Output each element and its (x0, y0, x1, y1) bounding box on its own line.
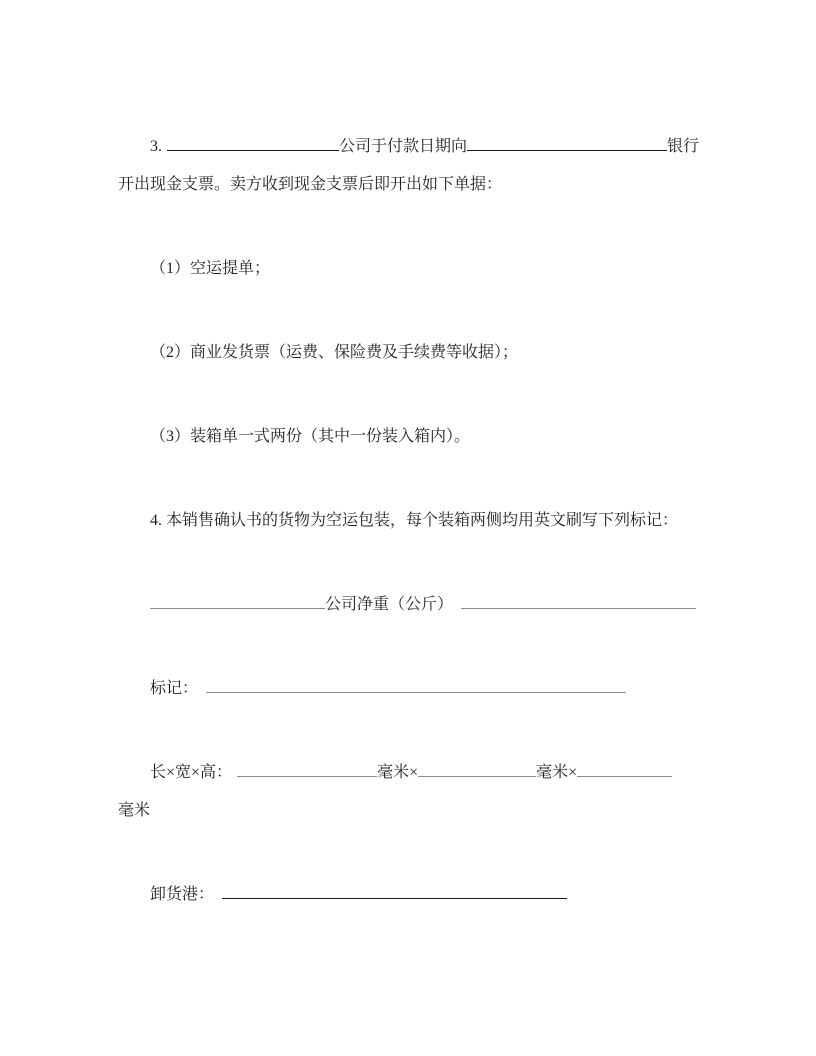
net-weight-line (118, 586, 698, 624)
clause-4-paragraph (118, 502, 698, 540)
mm-times-2: 毫米× (536, 764, 578, 781)
blank-height-value (577, 763, 672, 777)
port-label: 卸货港： (150, 886, 215, 903)
blank-bank-name (467, 137, 667, 151)
mm-times-1: 毫米× (377, 764, 419, 781)
list-item-2 (118, 334, 698, 372)
blank-net-weight-value (461, 595, 696, 609)
clause-3-payment-text: 公司于付款日期向 (339, 138, 468, 155)
blank-width-value (418, 763, 536, 777)
dimensions-label: 长×宽×高： (150, 764, 233, 781)
blank-mark-value (206, 679, 626, 693)
clause-4-text: 4. 本销售确认书的货物为空运包装，每个装箱两侧均用英文刷写下列标记： (150, 512, 679, 529)
clause-3-paragraph (118, 128, 698, 204)
blank-length-value (237, 763, 377, 777)
mm-unit-tail: 毫米 (118, 802, 151, 819)
list-item-2-text: （2）商业发货票（运费、保险费及手续费等收据）； (150, 344, 519, 361)
mark-label: 标记： (150, 680, 199, 697)
mark-line (118, 670, 698, 708)
list-item-1 (118, 250, 698, 288)
list-item-3 (118, 418, 698, 456)
blank-company-name (167, 137, 339, 151)
clause-3-continuation: 开出现金支票。卖方收到现金支票后即开出如下单据： (118, 176, 503, 193)
clause-3-bank-text: 银行 (667, 138, 700, 155)
dimensions-line (118, 754, 698, 830)
list-item-1-text: （1）空运提单； (150, 260, 271, 277)
list-item-3-text: （3）装箱单一式两份（其中一份装入箱内）。 (150, 428, 471, 445)
port-line (118, 876, 698, 914)
blank-port-value (222, 885, 567, 899)
clause-3-number: 3. (150, 138, 162, 155)
blank-net-weight-company (150, 595, 325, 609)
net-weight-label: 公司净重（公斤） (325, 596, 454, 613)
